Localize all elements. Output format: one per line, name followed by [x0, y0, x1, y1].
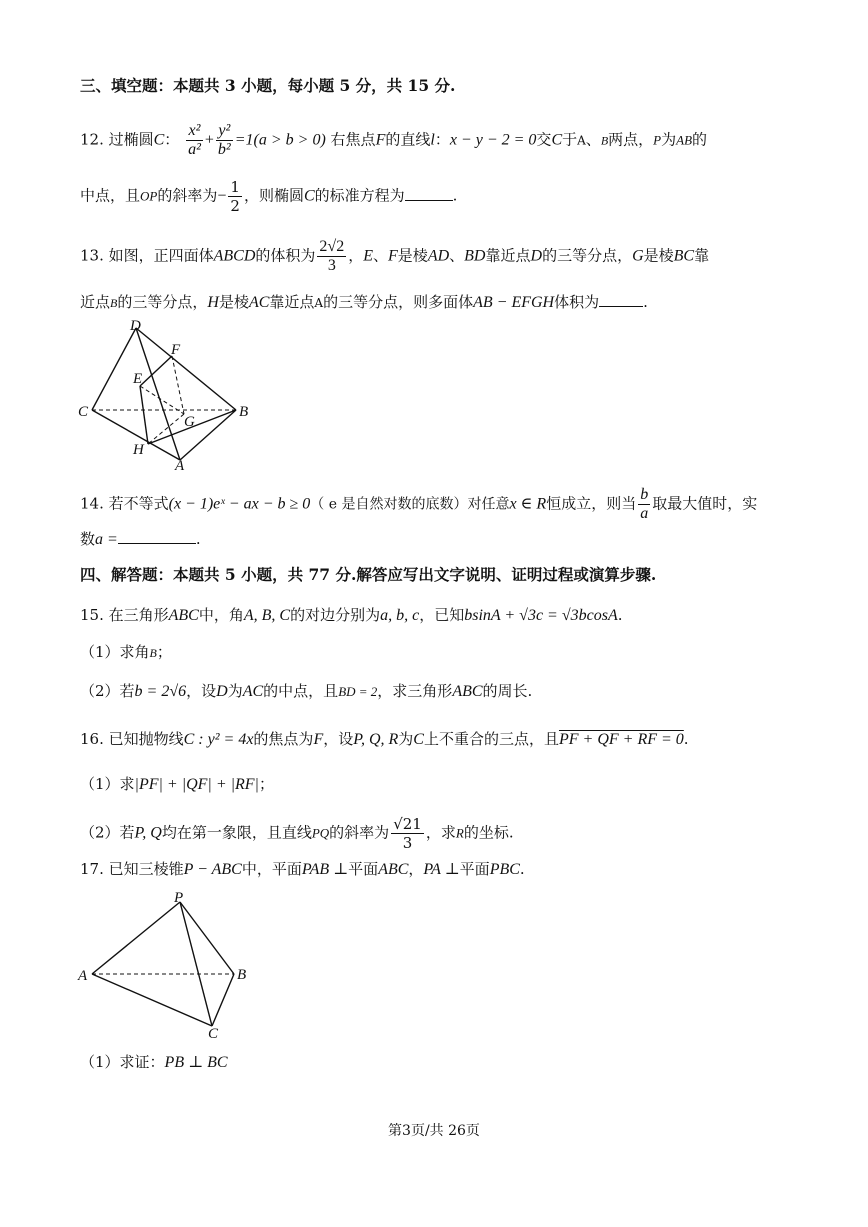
q16-text-1: 的焦点为 [253, 730, 314, 748]
q12-line2-a: 中点，且 [80, 186, 141, 205]
q17-PBC: PBC [489, 861, 520, 878]
edge-FG-hidden [172, 356, 184, 414]
q15-condition: bsinA + √3c = √3bcosA [464, 607, 618, 624]
q12-A: A [577, 133, 586, 148]
q12-C3: C [303, 187, 315, 205]
label-H: H [133, 442, 144, 458]
q12-answer-blank[interactable] [405, 186, 453, 201]
q12-text-4: 于 [562, 130, 578, 149]
q12-F: F [375, 131, 386, 149]
edge-PC [180, 902, 212, 1026]
q14-frac-den: a [640, 505, 649, 522]
q12-B: B [600, 133, 609, 148]
q12-line-eq: x − y − 2 = 0 [449, 131, 537, 149]
q12-text-6: 为 [661, 130, 677, 149]
q13-volume-frac [317, 238, 346, 275]
q14-number: 14. 若不等式 [80, 494, 169, 513]
q13-text-1: 的体积为 [255, 246, 316, 265]
q13-B: B [110, 296, 118, 310]
q12-colon: ： [164, 130, 180, 149]
q16-p2-b: 均在第一象限，且直线 [161, 823, 312, 842]
question-16-part-1 [80, 772, 274, 797]
q13-text-2: ， [348, 246, 364, 265]
q16-p2-a: （2）若 [80, 823, 135, 842]
label-F: F [171, 342, 181, 358]
q16-p1-text: （1）求 [80, 775, 135, 793]
label-D: D [130, 318, 141, 334]
q16-slope-frac [391, 815, 424, 852]
q16-p1-expr: |PF| + |QF| + |RF| [134, 776, 259, 793]
question-14-line-2 [80, 527, 201, 552]
question-15-part-1 [80, 640, 172, 665]
q12-frac-x [186, 122, 203, 159]
label-B: B [239, 404, 249, 420]
q12-slope-frac [228, 178, 242, 215]
q17-pyramid: P − ABC [183, 861, 242, 878]
q13-line2-a: 近点 [80, 293, 111, 311]
q15-p2-c: ，设 [186, 682, 217, 700]
q15-p2-AC: AC [242, 683, 264, 700]
q17-number: 17. 已知三棱锥 [80, 860, 184, 878]
q16-p2-d: ，求 [425, 823, 456, 842]
q15-p1-end: ； [156, 643, 172, 661]
q17-PAB: PAB ⊥ [301, 861, 349, 878]
q16-number: 16. 已知抛物线 [80, 730, 184, 748]
q13-ABCD: ABCD [213, 247, 256, 265]
q17-end: . [519, 860, 525, 878]
q16-text-4: 上不重合的三点，且 [423, 730, 559, 748]
q15-ABC: ABC [168, 607, 199, 624]
label-A: A [78, 968, 88, 984]
q15-sides: a, b, c [380, 607, 420, 624]
label-C: C [208, 1026, 219, 1042]
q12-C2: C [551, 131, 563, 149]
q15-text-3: ，已知 [419, 606, 465, 624]
q12-end: . [452, 186, 458, 205]
label-G: G [184, 414, 195, 430]
q15-text-1: 中，角 [198, 606, 244, 624]
label-B: B [237, 967, 247, 983]
q13-line2-b: 的三等分点， [117, 293, 208, 311]
q12-slope-den: 2 [230, 197, 240, 215]
q13-number: 13. 如图，正四面体 [80, 246, 214, 265]
q15-p1-text: （1）求角 [80, 643, 150, 661]
q14-text-2: 恒成立，则当 [546, 494, 637, 513]
q14-frac [638, 486, 650, 523]
question-13-line-2 [80, 290, 648, 315]
q12-OP: OP [140, 188, 158, 204]
q17-p1-expr: PB ⊥ BC [164, 1054, 228, 1071]
q12-text-7: 的 [692, 130, 708, 149]
edge-PB [180, 902, 234, 974]
q13-tetrahedron-figure [74, 318, 254, 474]
section-3-heading: 三、填空题：本题共 3 小题，每小题 5 分，共 15 分. [80, 76, 456, 95]
q15-p2-ABC: ABC [452, 683, 483, 700]
q13-E: E [363, 247, 373, 265]
edge-PA [92, 902, 180, 974]
q16-points: P, Q, R [353, 731, 399, 748]
question-14-line-1 [80, 486, 757, 523]
q16-end: . [683, 730, 689, 748]
q12-line2-c: ，则椭圆 [243, 186, 304, 205]
q17-text-3: ， [408, 860, 424, 878]
q13-text-6: 是棱 [643, 246, 674, 265]
q13-sep: 、 [373, 246, 389, 265]
q17-text-2: 平面 [348, 860, 379, 878]
q12-sep: 、 [585, 130, 601, 149]
q16-text-2: ，设 [323, 730, 354, 748]
q15-text-2: 的对边分别为 [290, 606, 381, 624]
q13-G: G [632, 247, 644, 265]
question-17-part-1 [80, 1050, 228, 1075]
q16-F: F [313, 731, 324, 748]
q14-a-eq: a = [95, 531, 118, 548]
edge-DB [136, 328, 236, 410]
q14-text-1: （ e 是自然对数的底数）对任意 [310, 496, 510, 513]
q12-text-5: 两点， [608, 130, 654, 149]
q16-p2-PQ: P, Q [134, 824, 162, 842]
label-C: C [78, 404, 89, 420]
q14-answer-blank[interactable] [118, 529, 196, 544]
q14-x-in-R: x ∈ R [509, 495, 547, 513]
q16-vector-sum: PF + QF + RF = 0 [558, 731, 684, 748]
q16-slope-den: 3 [402, 834, 413, 852]
q14-end: . [195, 530, 201, 548]
question-15-line-1 [80, 603, 623, 628]
q15-angles: A, B, C [243, 607, 291, 624]
q12-number: 12. 过椭圆 [80, 130, 154, 149]
q15-p2-BD: BD = 2 [338, 684, 378, 699]
q13-D: D [530, 247, 543, 265]
edge-EF [140, 356, 172, 386]
q12-text-1: 右焦点 [330, 130, 376, 149]
q12-frac-y [216, 122, 233, 159]
q12-P: P [653, 132, 662, 148]
q12-a2: a² [188, 141, 201, 158]
q13-polyhedron: AB − EFGH [473, 294, 555, 311]
q15-p2-d: 为 [227, 682, 243, 700]
q16-p1-end: ； [258, 775, 274, 793]
q17-ABC: ABC [378, 861, 409, 878]
page-number: 第3页/共 26页 [388, 1123, 480, 1139]
q13-AC: AC [248, 294, 270, 311]
q16-p2-R: R [455, 825, 464, 841]
q17-text-1: 中，平面 [241, 860, 302, 878]
q12-y2: y² [216, 122, 233, 141]
question-16-part-2 [80, 815, 514, 852]
q13-A: A [314, 296, 324, 310]
q13-text-3: 是棱 [397, 246, 428, 265]
q12-x2: x² [186, 122, 203, 141]
q13-text-4: 靠近点 [485, 246, 531, 265]
q13-text-5: 的三等分点， [542, 246, 633, 265]
q12-l: l [430, 131, 435, 149]
question-12-line-2 [80, 178, 457, 215]
q16-slope-num: √21 [393, 815, 422, 833]
q16-C: C [413, 731, 424, 748]
q12-text-3: 交 [536, 130, 552, 149]
label-P: P [174, 890, 184, 906]
edge-DC [92, 328, 136, 410]
q13-line2-d: 靠近点 [269, 293, 315, 311]
q15-p2-a: （2）若 [80, 682, 135, 700]
edge-EH [140, 386, 148, 444]
q15-p2-e: 的中点，且 [263, 682, 339, 700]
q16-p2-e: 的坐标. [463, 823, 514, 842]
q12-line2-b: 的斜率为 [157, 186, 218, 205]
q17-text-4: 平面 [459, 860, 490, 878]
q12-AB: AB [676, 132, 693, 148]
q14-frac-num: b [640, 486, 649, 503]
q13-BD: BD [464, 247, 486, 265]
q13-vol-num: 2√2 [319, 238, 345, 255]
q15-p1-B: B [149, 646, 157, 660]
q15-p2-D: D [216, 683, 228, 700]
q12-line2-d: 的标准方程为 [314, 186, 405, 205]
q12-slope-num: 1 [230, 178, 240, 196]
q13-sep-2: 、 [449, 246, 465, 265]
question-17-line-1 [80, 857, 525, 882]
edge-BC [212, 974, 234, 1026]
q13-line2-e: 的三等分点，则多面体 [323, 293, 474, 311]
q17-PA: PA ⊥ [423, 861, 460, 878]
q12-text-2: 的直线 [385, 130, 431, 149]
question-15-part-2 [80, 679, 532, 704]
q17-p1-text: （1）求证： [80, 1053, 165, 1071]
q16-parabola: C : y² = 4x [183, 731, 254, 748]
label-A: A [175, 458, 185, 474]
q16-p2-c: 的斜率为 [329, 823, 390, 842]
q13-vol-den: 3 [327, 257, 336, 274]
q16-text-3: 为 [398, 730, 414, 748]
question-12-line-1: 12. 过椭圆C： $\frac{\text{x²}}{\text{a²}}$ + $\frac{\text{y²}}{\text{b²}}$ =1(a > b > 0) 右焦点F的直线l：x − y − 2 = 0交C于A、B两点，P为AB的 [80, 122, 708, 158]
q15-p2-f: ，求三角形 [377, 682, 453, 700]
edge-AC [92, 974, 212, 1026]
q13-answer-blank[interactable] [599, 292, 643, 307]
q13-BC: BC [673, 247, 695, 265]
question-16-line-1 [80, 727, 689, 752]
q12-eq-rest: =1(a > b > 0) [234, 131, 326, 149]
q13-line2-c: 是棱 [218, 293, 249, 311]
q13-end: . [643, 293, 648, 311]
q15-number: 15. 在三角形 [80, 606, 169, 624]
q13-line2-f: 体积为 [554, 293, 600, 311]
q13-F: F [388, 247, 398, 265]
q13-H: H [207, 294, 219, 311]
q13-text-7: 靠 [694, 246, 710, 265]
q15-p2-b: b = 2√6 [134, 683, 187, 700]
label-E: E [133, 371, 143, 387]
q12-colon-2: ： [434, 130, 450, 149]
q12-ellipse-name: C [153, 131, 165, 149]
q16-p2-PQ-line: PQ [311, 825, 330, 841]
q15-p2-g: 的周长. [482, 682, 533, 700]
q15-end: . [617, 606, 623, 624]
q12-slope-sign: − [217, 187, 227, 205]
q14-inequality: (x − 1)eˣ − ax − b ≥ 0 [168, 495, 311, 513]
q17-pyramid-figure [78, 890, 258, 1040]
q14-text-3: 取最大值时，实 [652, 494, 758, 513]
question-13-line-1 [80, 238, 709, 275]
q12-b2: b² [217, 141, 231, 158]
section-4-heading: 四、解答题：本题共 5 小题，共 77 分.解答应写出文字说明、证明过程或演算步骤. [80, 565, 657, 584]
q13-AD: AD [427, 247, 450, 265]
q14-line2-a: 数 [80, 530, 96, 548]
